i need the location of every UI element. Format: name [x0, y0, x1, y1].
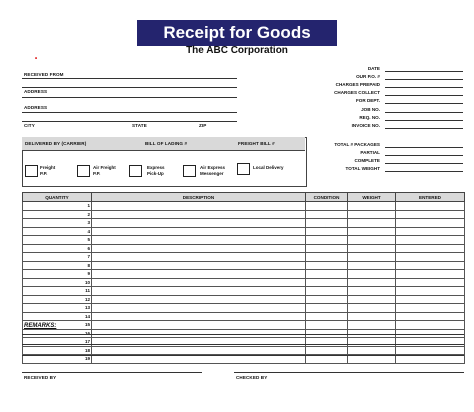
- description-cell[interactable]: [92, 219, 306, 228]
- condition-header: CONDITION: [306, 193, 348, 202]
- condition-cell[interactable]: [306, 304, 348, 313]
- items-table: [22, 192, 465, 364]
- entered-cell[interactable]: [396, 287, 465, 296]
- row-number: 10: [84, 279, 90, 285]
- row-number: 15: [84, 322, 90, 328]
- row-number: 18: [84, 347, 90, 353]
- table-row: [23, 253, 465, 262]
- quantity-cell[interactable]: [23, 270, 92, 279]
- weight-cell[interactable]: [348, 270, 396, 279]
- condition-cell[interactable]: [306, 321, 348, 330]
- air-express-option-label: Air Express Messenger: [200, 165, 226, 176]
- total-packages-label: TOTAL # PACKAGES: [334, 142, 380, 147]
- condition-cell[interactable]: [306, 261, 348, 270]
- weight-cell[interactable]: [348, 295, 396, 304]
- dept-label: FOR DEPT.: [356, 98, 380, 103]
- weight-header: WEIGHT: [348, 193, 396, 202]
- address-label-2: ADDRESS: [24, 105, 48, 110]
- charges-collect-line[interactable]: [385, 95, 463, 96]
- invoice-label: INVOICE NO.: [351, 123, 380, 128]
- quantity-cell[interactable]: [23, 227, 92, 236]
- air-freight-checkbox[interactable]: [77, 165, 90, 177]
- table-row: [23, 219, 465, 228]
- condition-cell[interactable]: [306, 270, 348, 279]
- table-row: [23, 236, 465, 245]
- freight-option-label: Freight P.P.: [40, 165, 56, 176]
- condition-cell[interactable]: [306, 219, 348, 228]
- quantity-cell[interactable]: [23, 219, 92, 228]
- row-number: 3: [87, 220, 90, 226]
- entered-cell[interactable]: [396, 304, 465, 313]
- entered-cell[interactable]: [396, 270, 465, 279]
- condition-cell[interactable]: [306, 287, 348, 296]
- entered-cell[interactable]: [396, 261, 465, 270]
- items-body: [23, 202, 465, 364]
- checked-by-label: CHECKED BY: [236, 375, 268, 380]
- table-row: [23, 210, 465, 219]
- table-row: [23, 287, 465, 296]
- description-cell[interactable]: [92, 202, 306, 211]
- row-number: 4: [87, 228, 90, 234]
- row-number: 14: [84, 313, 90, 319]
- air-express-checkbox[interactable]: [183, 165, 196, 177]
- partial-label: PARTIAL: [360, 150, 380, 155]
- description-cell[interactable]: [92, 244, 306, 253]
- table-row: [23, 312, 465, 321]
- table-row: [23, 278, 465, 287]
- quantity-cell[interactable]: [23, 278, 92, 287]
- express-option-label: Express Pick-Up: [147, 165, 165, 176]
- condition-cell[interactable]: [306, 295, 348, 304]
- quantity-header: QUANTITY: [23, 193, 92, 202]
- quantity-cell[interactable]: [23, 346, 92, 355]
- table-row: [23, 270, 465, 279]
- job-line[interactable]: [385, 112, 463, 113]
- description-cell[interactable]: [92, 321, 306, 330]
- entered-cell[interactable]: [396, 312, 465, 321]
- total-weight-label: TOTAL WEIGHT: [345, 166, 380, 171]
- complete-line[interactable]: [385, 163, 463, 164]
- description-cell[interactable]: [92, 236, 306, 245]
- quantity-cell[interactable]: [23, 312, 92, 321]
- req-line[interactable]: [385, 120, 463, 121]
- received-from-label: RECEIVED FROM: [24, 72, 64, 77]
- po-label: OUR P.O. #: [356, 74, 380, 79]
- row-number: 13: [84, 305, 90, 311]
- partial-line[interactable]: [385, 155, 463, 156]
- description-cell[interactable]: [92, 278, 306, 287]
- company-name: The ABC Corporation: [186, 45, 288, 56]
- weight-cell[interactable]: [348, 278, 396, 287]
- table-row: [23, 321, 465, 330]
- invoice-line[interactable]: [385, 128, 463, 129]
- entered-cell[interactable]: [396, 295, 465, 304]
- weight-cell[interactable]: [348, 321, 396, 330]
- weight-cell[interactable]: [348, 202, 396, 211]
- address-line-1[interactable]: [22, 97, 237, 98]
- table-row: [23, 227, 465, 236]
- req-label: REQ. NO.: [359, 115, 380, 120]
- table-row: [23, 295, 465, 304]
- table-row: [23, 244, 465, 253]
- weight-cell[interactable]: [348, 219, 396, 228]
- weight-cell[interactable]: [348, 346, 396, 355]
- charges-prepaid-line[interactable]: [385, 87, 463, 88]
- condition-cell[interactable]: [306, 312, 348, 321]
- state-label: STATE: [132, 123, 147, 128]
- table-row: [23, 261, 465, 270]
- entered-cell[interactable]: [396, 236, 465, 245]
- row-number: 2: [87, 211, 90, 217]
- weight-cell[interactable]: [348, 236, 396, 245]
- weight-cell[interactable]: [348, 312, 396, 321]
- table-row: [23, 346, 465, 355]
- entered-cell[interactable]: [396, 253, 465, 262]
- weight-cell[interactable]: [348, 304, 396, 313]
- remarks-line-1[interactable]: [22, 334, 464, 335]
- row-number: 8: [87, 262, 90, 268]
- weight-cell[interactable]: [348, 210, 396, 219]
- quantity-cell[interactable]: [23, 210, 92, 219]
- received-from-line-2[interactable]: [22, 87, 237, 88]
- freight-checkbox[interactable]: [25, 165, 38, 177]
- entered-cell[interactable]: [396, 219, 465, 228]
- checked-by-line[interactable]: [234, 372, 464, 373]
- entered-cell[interactable]: [396, 278, 465, 287]
- description-cell[interactable]: [92, 253, 306, 262]
- local-delivery-checkbox[interactable]: [237, 163, 250, 175]
- row-number: 16: [84, 330, 90, 336]
- quantity-cell[interactable]: [23, 253, 92, 262]
- entered-header: ENTERED: [396, 193, 465, 202]
- complete-label: COMPLETE: [354, 158, 380, 163]
- description-cell[interactable]: [92, 227, 306, 236]
- delivered-by-label: DELIVERED BY (CARRIER): [25, 141, 87, 146]
- bill-of-lading-label: BILL OF LADING #: [145, 141, 188, 146]
- description-cell[interactable]: [92, 346, 306, 355]
- city-label: CITY: [24, 123, 35, 128]
- entered-cell[interactable]: [396, 227, 465, 236]
- zip-label: ZIP: [199, 123, 207, 128]
- entered-cell[interactable]: [396, 202, 465, 211]
- items-header-row: [23, 193, 465, 202]
- row-number: 17: [84, 339, 90, 345]
- description-header: DESCRIPTION: [92, 193, 306, 202]
- remarks-line-3[interactable]: [22, 355, 464, 356]
- condition-cell[interactable]: [306, 253, 348, 262]
- description-cell[interactable]: [92, 295, 306, 304]
- row-number: 9: [87, 271, 90, 277]
- condition-cell[interactable]: [306, 227, 348, 236]
- local-delivery-option-label: Local Delivery: [253, 165, 284, 170]
- charges-prepaid-label: CHARGES PREPAID: [335, 82, 380, 87]
- address-line-2[interactable]: [22, 112, 237, 113]
- row-number: 6: [87, 245, 90, 251]
- quantity-cell[interactable]: [23, 261, 92, 270]
- air-freight-option-label: Air Freight P.P.: [93, 165, 116, 176]
- red-mark: •: [35, 56, 38, 62]
- description-cell[interactable]: [92, 304, 306, 313]
- row-number: 1: [87, 203, 90, 209]
- received-by-line[interactable]: [22, 372, 202, 373]
- weight-cell[interactable]: [348, 253, 396, 262]
- address-line-3[interactable]: [22, 121, 237, 122]
- row-number: 11: [85, 288, 90, 294]
- remarks-label: REMARKS:: [24, 323, 57, 329]
- document-title: Receipt for Goods: [137, 20, 337, 46]
- received-from-line[interactable]: [22, 78, 237, 79]
- remarks-line-2[interactable]: [22, 344, 464, 345]
- express-checkbox[interactable]: [129, 165, 142, 177]
- description-cell[interactable]: [92, 270, 306, 279]
- weight-cell[interactable]: [348, 261, 396, 270]
- freight-bill-label: FREIGHT BILL #: [238, 141, 275, 146]
- quantity-cell[interactable]: [23, 304, 92, 313]
- row-number: 5: [87, 237, 90, 243]
- received-by-label: RECEIVED BY: [24, 375, 57, 380]
- job-label: JOB NO.: [361, 107, 380, 112]
- quantity-cell[interactable]: [23, 202, 92, 211]
- quantity-cell[interactable]: [23, 236, 92, 245]
- date-line[interactable]: [385, 71, 463, 72]
- entered-cell[interactable]: [396, 244, 465, 253]
- description-cell[interactable]: [92, 312, 306, 321]
- entered-cell[interactable]: [396, 321, 465, 330]
- description-cell[interactable]: [92, 261, 306, 270]
- entered-cell[interactable]: [396, 210, 465, 219]
- row-number: 12: [84, 296, 90, 302]
- total-weight-line[interactable]: [385, 171, 463, 172]
- condition-cell[interactable]: [306, 346, 348, 355]
- total-packages-line[interactable]: [385, 147, 463, 148]
- condition-cell[interactable]: [306, 244, 348, 253]
- weight-cell[interactable]: [348, 244, 396, 253]
- dept-line[interactable]: [385, 103, 463, 104]
- weight-cell[interactable]: [348, 227, 396, 236]
- charges-collect-label: CHARGES COLLECT: [334, 90, 380, 95]
- date-label: DATE: [367, 66, 380, 71]
- description-cell[interactable]: [92, 210, 306, 219]
- row-number: 7: [87, 254, 90, 260]
- condition-cell[interactable]: [306, 202, 348, 211]
- description-cell[interactable]: [92, 287, 306, 296]
- table-row: [23, 304, 465, 313]
- po-line[interactable]: [385, 79, 463, 80]
- quantity-cell[interactable]: [23, 287, 92, 296]
- quantity-cell[interactable]: [23, 244, 92, 253]
- weight-cell[interactable]: [348, 287, 396, 296]
- condition-cell[interactable]: [306, 278, 348, 287]
- condition-cell[interactable]: [306, 210, 348, 219]
- entered-cell[interactable]: [396, 346, 465, 355]
- address-label-1: ADDRESS: [24, 89, 48, 94]
- table-row: [23, 202, 465, 211]
- condition-cell[interactable]: [306, 236, 348, 245]
- row-number: 19: [84, 356, 90, 362]
- quantity-cell[interactable]: [23, 295, 92, 304]
